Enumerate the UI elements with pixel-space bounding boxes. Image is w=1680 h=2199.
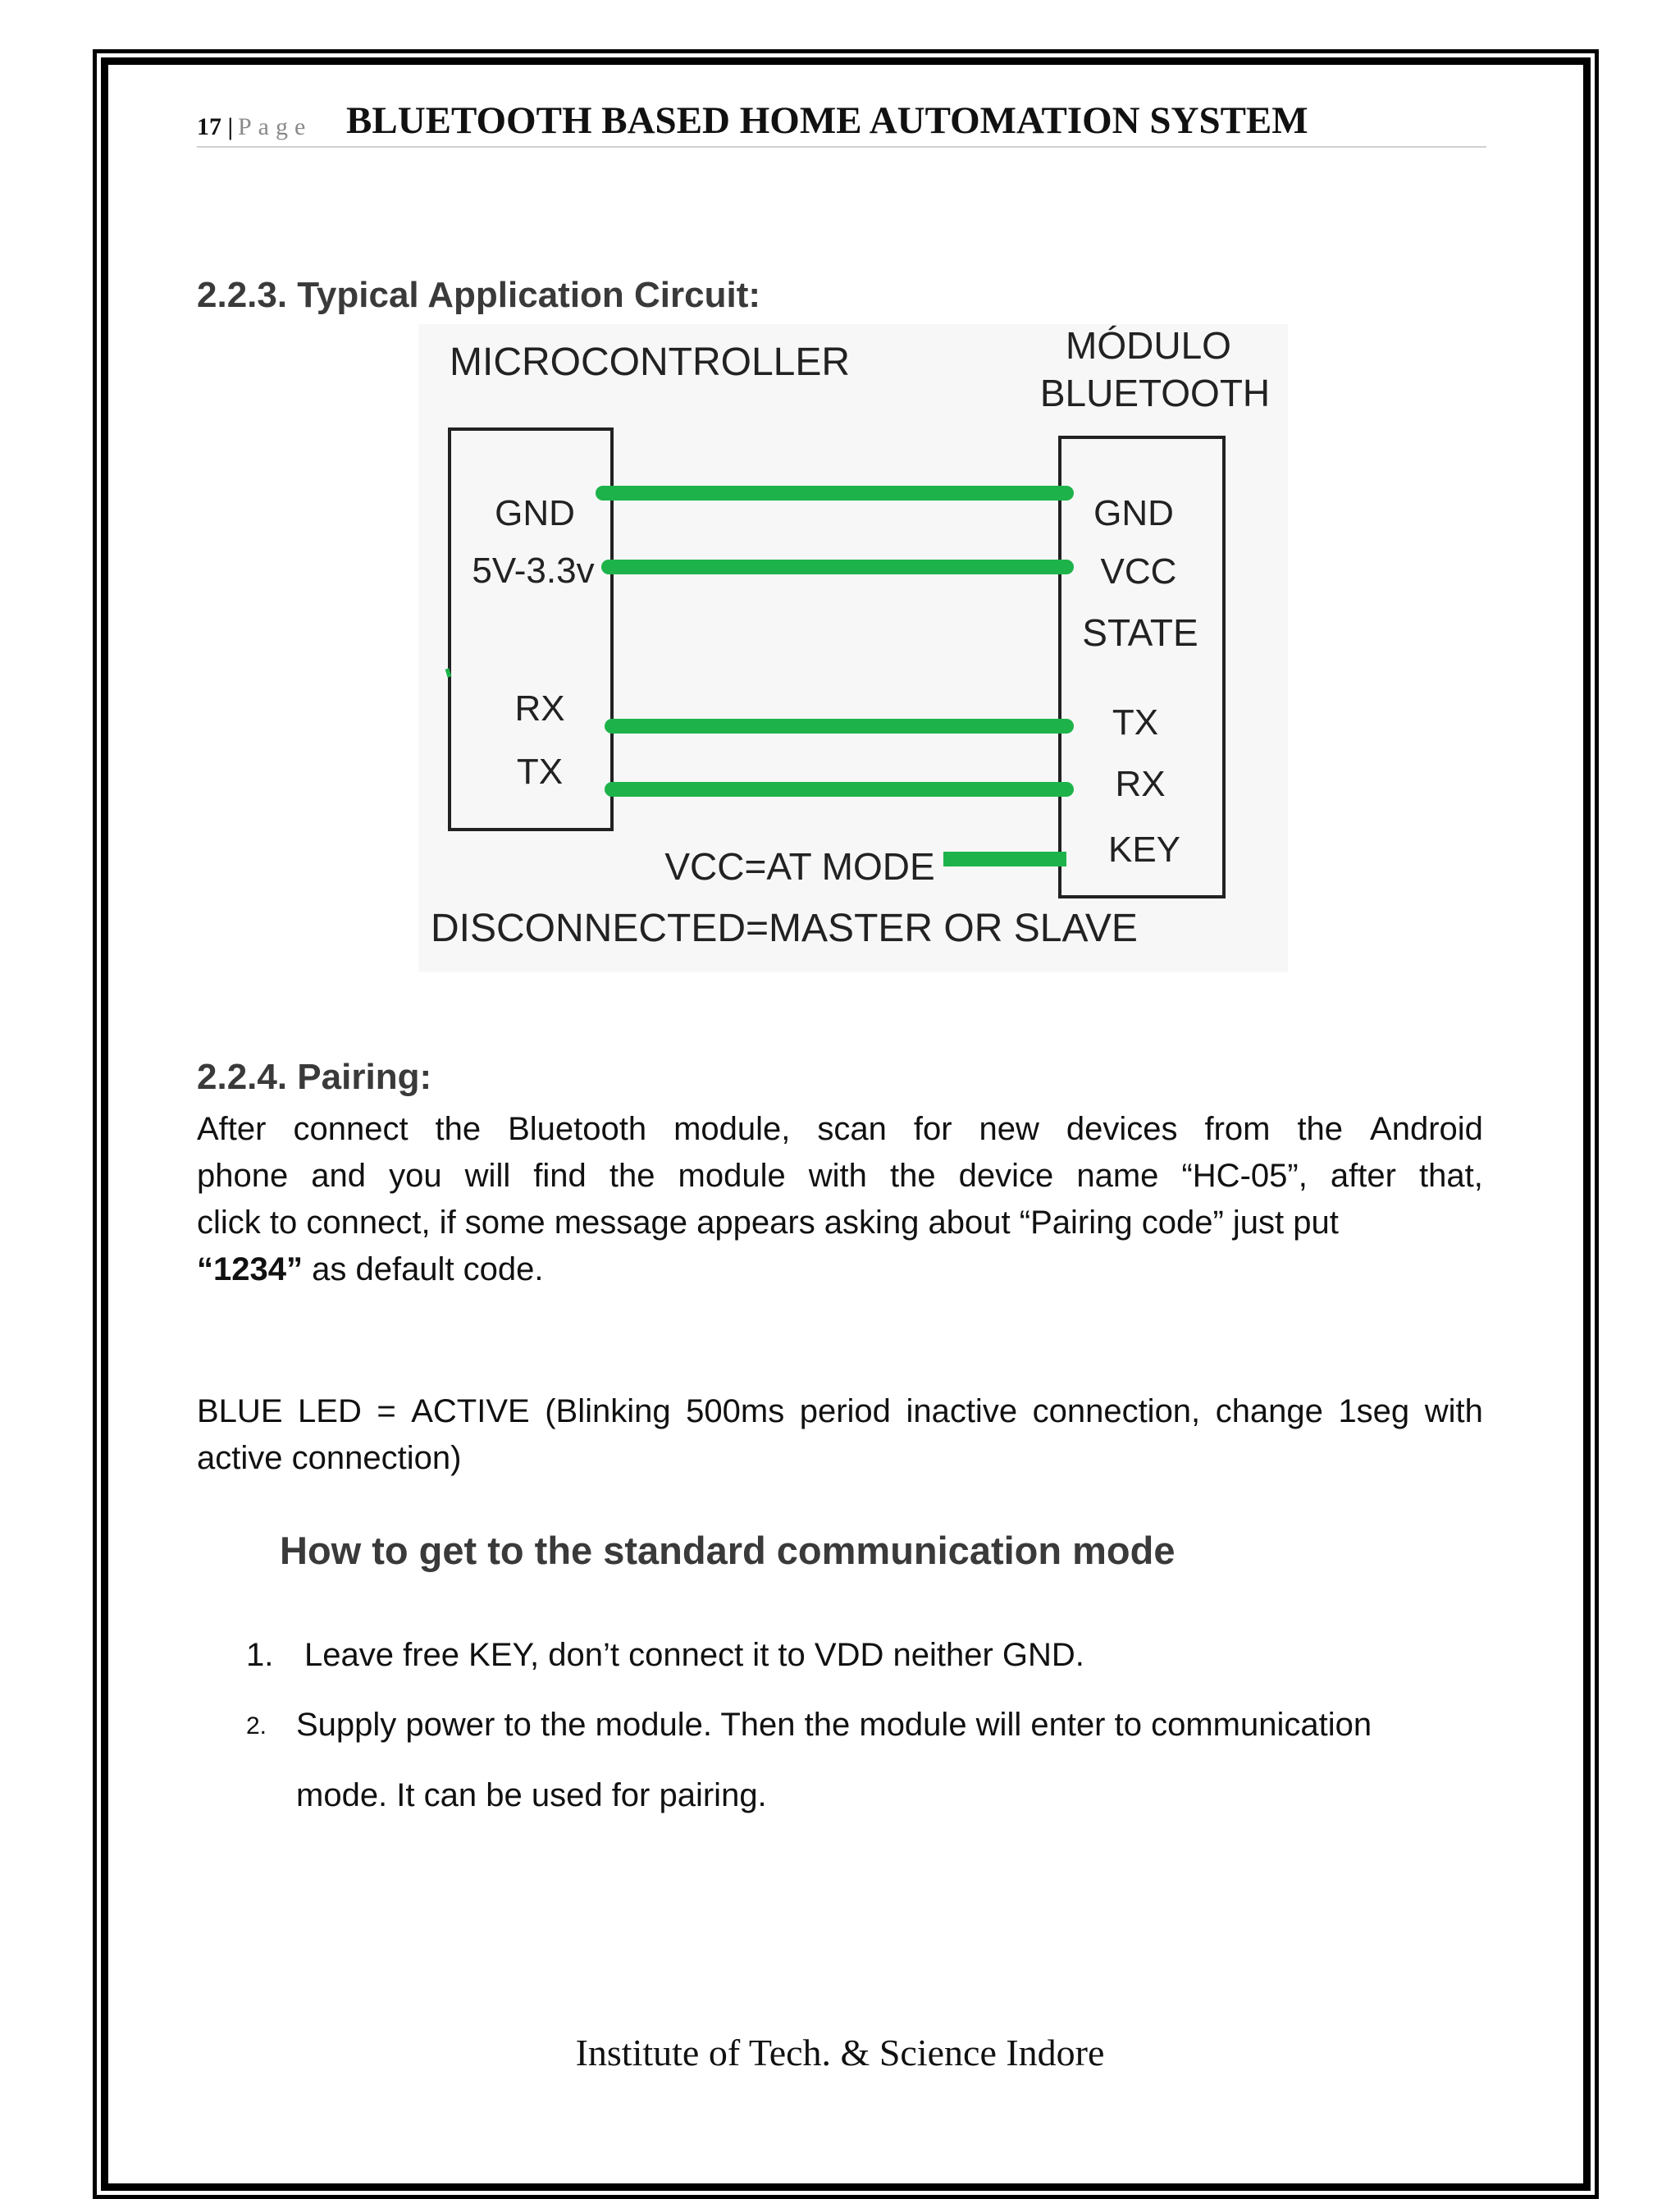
word: from (1204, 1111, 1271, 1147)
led-note (197, 1388, 1483, 1482)
word: module, (673, 1111, 791, 1147)
mcu-pin-tx: TX (516, 752, 564, 792)
section-heading-application-circuit: 2.2.3. Typical Application Circuit: (197, 275, 761, 315)
mode-note: DISCONNECTED=MASTER OR SLAVE (431, 907, 1138, 950)
word: after (1330, 1158, 1396, 1194)
application-circuit-diagram (418, 324, 1288, 972)
word: scan (817, 1111, 887, 1147)
word: Android (1370, 1111, 1483, 1147)
module-pin-rx: RX (1115, 764, 1166, 804)
microcontroller-label: MICROCONTROLLER (450, 341, 851, 384)
word: the (889, 1158, 936, 1194)
word: the (1297, 1111, 1344, 1147)
module-pin-vcc: VCC (1100, 551, 1177, 592)
word: you (389, 1158, 442, 1194)
pairing-paragraph (197, 1106, 1483, 1293)
list-item-continuation: mode. It can be used for pairing. (296, 1777, 767, 1813)
page-number: 17 | (197, 113, 234, 140)
wire-stub (447, 669, 450, 677)
document-title: BLUETOOTH BASED HOME AUTOMATION SYSTEM (346, 99, 1308, 142)
standard-mode-heading: How to get to the standard communication mode (280, 1529, 1176, 1572)
module-pin-gnd: GND (1093, 493, 1174, 533)
word: connection, (1032, 1393, 1201, 1429)
module-label-line1: MÓDULO (1066, 324, 1231, 367)
module-pin-tx: TX (1112, 702, 1159, 743)
word: inactive (906, 1393, 1018, 1429)
word: 1seg (1338, 1393, 1410, 1429)
word: the (435, 1111, 482, 1147)
paragraph-line (197, 1106, 1483, 1153)
page-word: Page (238, 113, 313, 140)
list-item: Leave free KEY, don’t connect it to VDD neither GND. (304, 1637, 1084, 1673)
word: (Blinking (545, 1393, 671, 1429)
word: ACTIVE (411, 1393, 530, 1429)
word: with (808, 1158, 867, 1194)
module-pin-key: KEY (1107, 830, 1181, 870)
word: After (197, 1111, 267, 1147)
word: and (311, 1158, 367, 1194)
word: device (958, 1158, 1054, 1194)
word: BLUE (197, 1393, 283, 1429)
section-heading-pairing: 2.2.4. Pairing: (197, 1057, 432, 1097)
word: “HC-05”, (1181, 1158, 1308, 1194)
mcu-pin-gnd: GND (495, 493, 575, 533)
mcu-pin-rx: RX (514, 688, 565, 729)
word: module (678, 1158, 786, 1194)
word: name (1076, 1158, 1159, 1194)
word: the (609, 1158, 655, 1194)
word: new (979, 1111, 1039, 1147)
module-pin-state: STATE (1082, 611, 1198, 654)
default-code: “1234” (197, 1251, 303, 1287)
module-label-line2: BLUETOOTH (1039, 372, 1271, 414)
paragraph-line: click to connect, if some message appears asking about “Pairing code” just put (197, 1205, 1339, 1241)
mcu-pin-vcc: 5V-3.3v (472, 551, 595, 591)
word: Bluetooth (508, 1111, 647, 1147)
word: period (799, 1393, 891, 1429)
footer-institute: Institute of Tech. & Science Indore (575, 2032, 1105, 2073)
word: change (1215, 1393, 1323, 1429)
word: phone (197, 1158, 289, 1194)
word: that, (1418, 1158, 1483, 1194)
paragraph-line: active connection) (197, 1440, 462, 1476)
word: connect (293, 1111, 409, 1147)
paragraph-line (197, 1153, 1483, 1200)
word: for (913, 1111, 952, 1147)
word: will (464, 1158, 511, 1194)
key-mode-note: VCC=AT MODE (664, 845, 935, 888)
word: 500ms (686, 1393, 785, 1429)
paragraph-line (197, 1388, 1483, 1435)
paragraph-line: “1234” as default code. (197, 1251, 544, 1287)
word: with (1424, 1393, 1483, 1429)
list-item: Supply power to the module. Then the module will enter to communication (296, 1707, 1372, 1743)
page-header (197, 97, 1486, 148)
word: = (377, 1393, 396, 1429)
list-marker: 2. (246, 1712, 267, 1740)
word: devices (1066, 1111, 1178, 1147)
list-marker: 1. (246, 1637, 274, 1673)
word: find (533, 1158, 587, 1194)
word: LED (298, 1393, 362, 1429)
